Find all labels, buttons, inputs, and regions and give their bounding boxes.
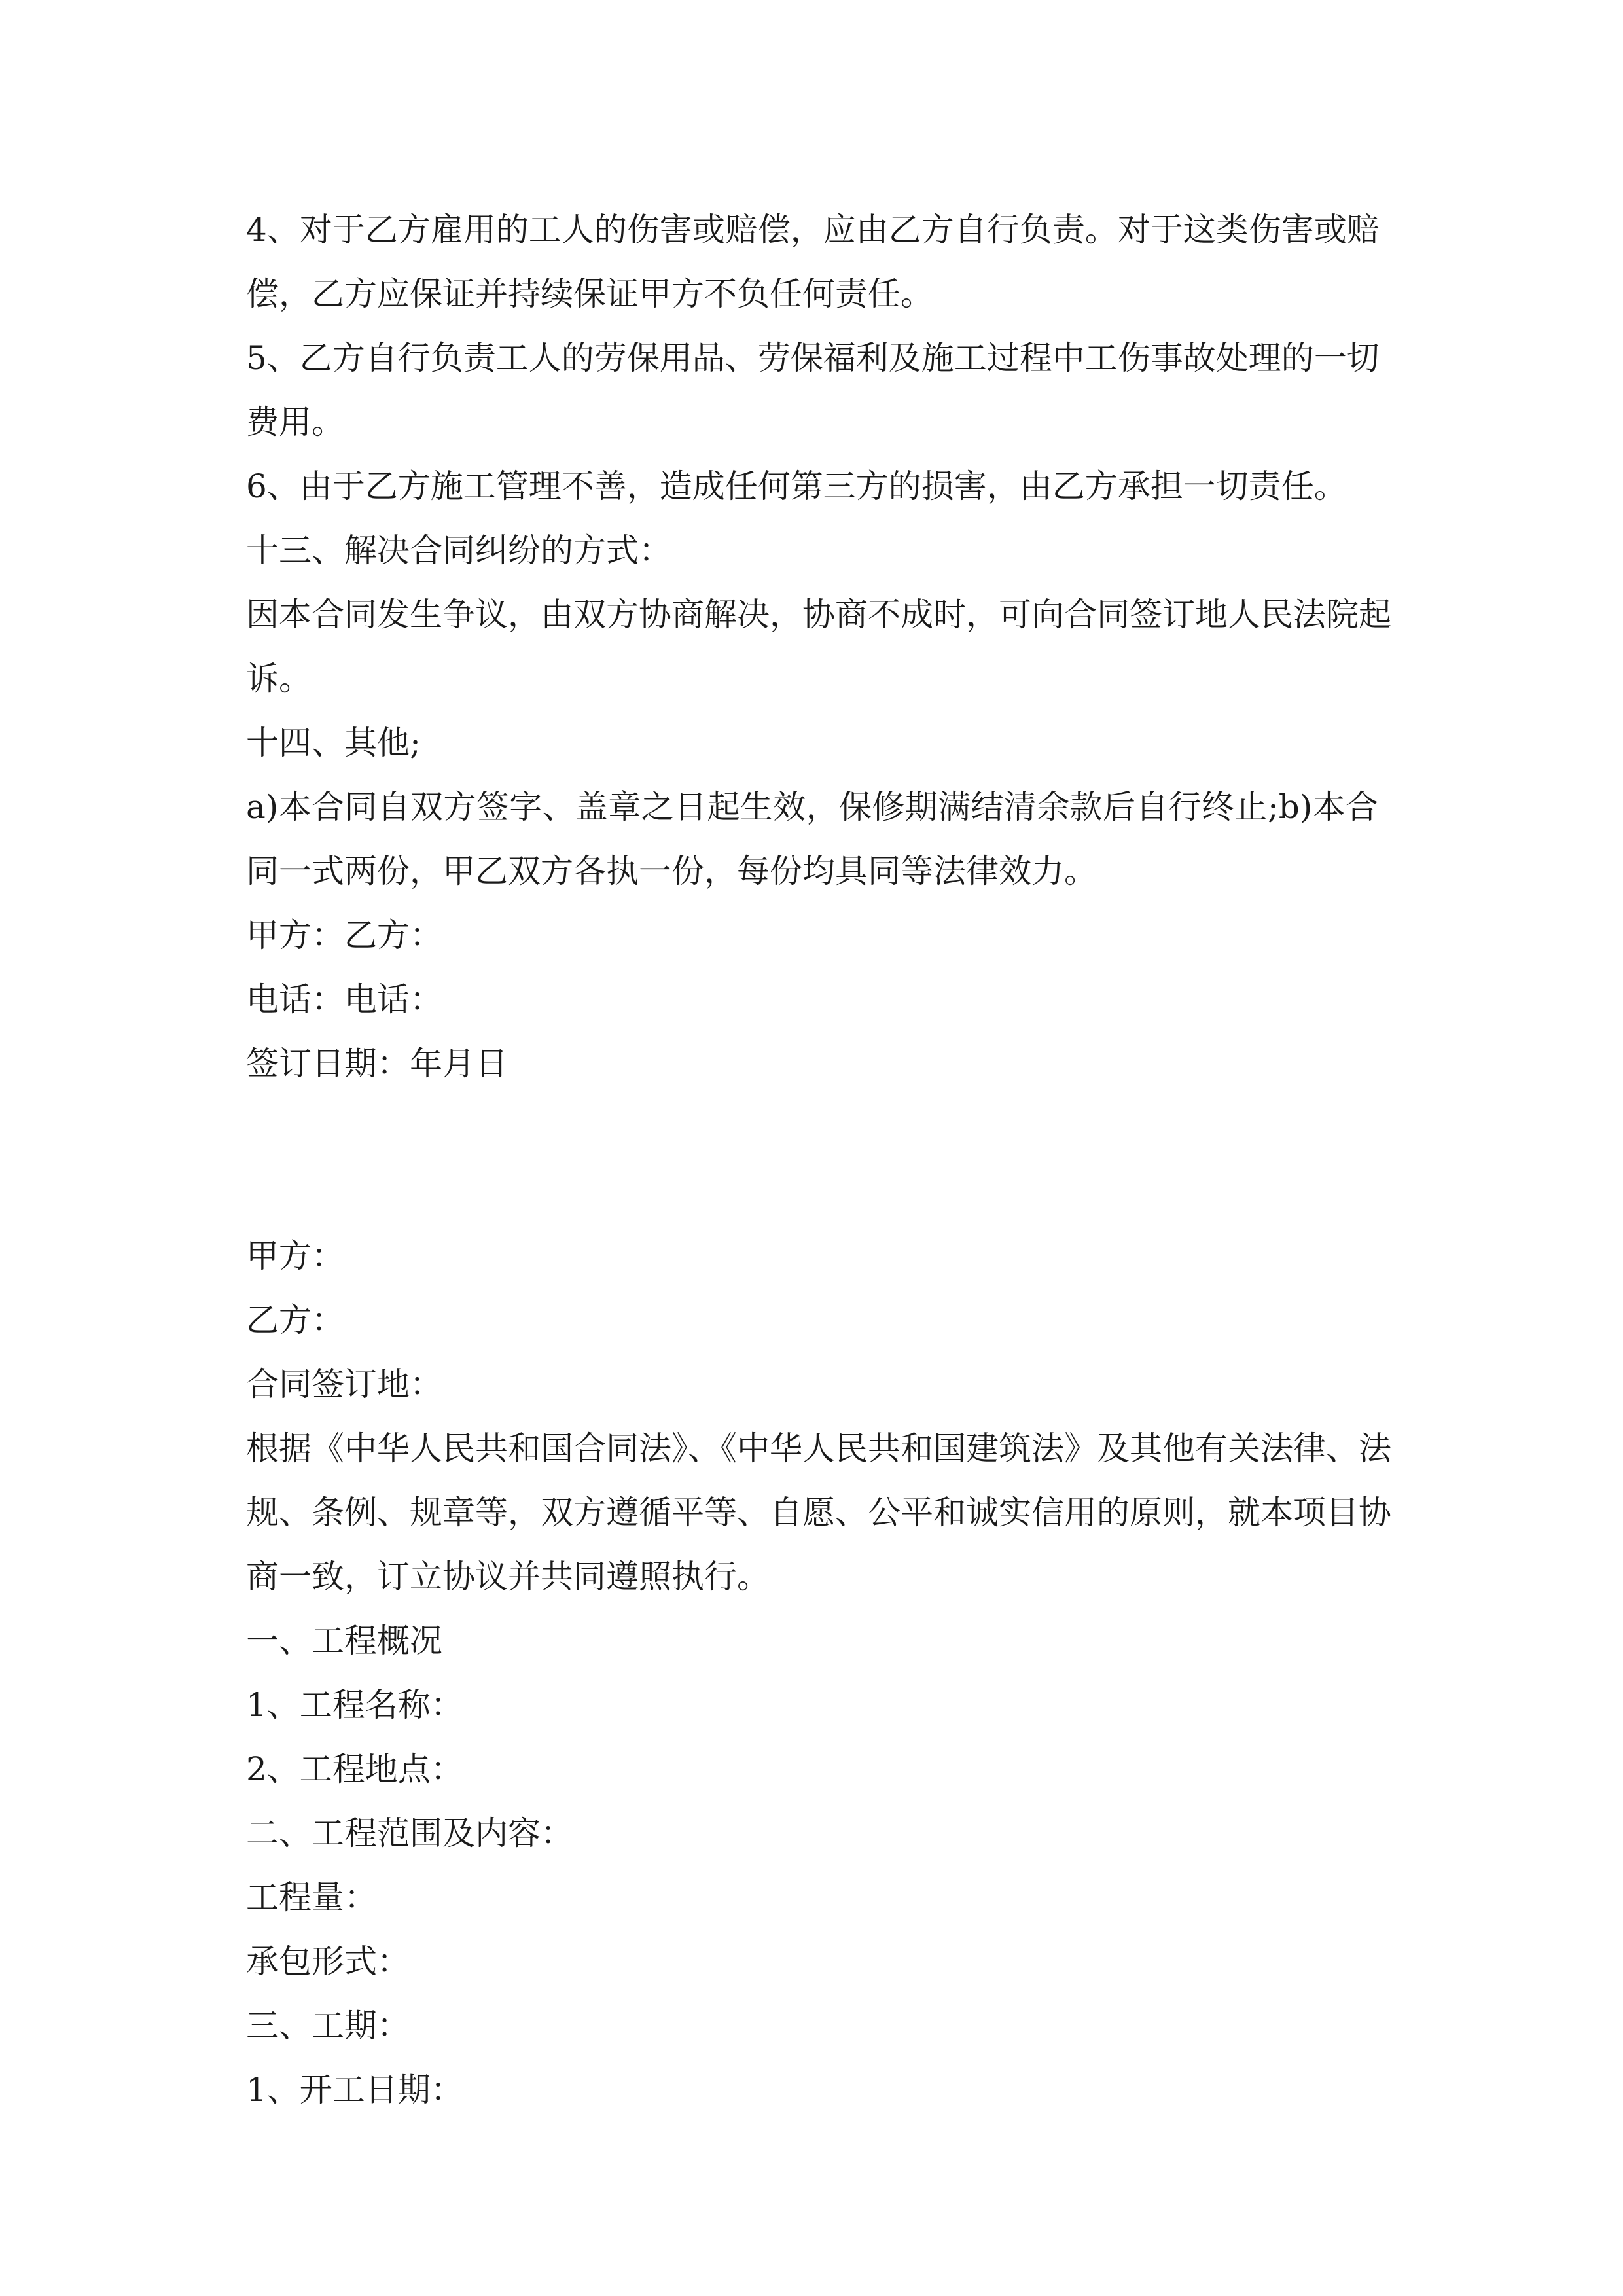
section-heading: 十四、其他;: [246, 724, 421, 762]
contract-location-label: 合同签订地：: [246, 1365, 442, 1403]
list-item: 工程量：: [246, 1878, 377, 1916]
section-spacer: [246, 1096, 1378, 1224]
paragraph-line: 商一致，订立协议并共同遵照执行。: [246, 1558, 770, 1596]
paragraph-line: 费用。: [246, 403, 344, 441]
list-item: 2、工程地点：: [246, 1750, 463, 1788]
paragraph-line: 偿，乙方应保证并持续保证甲方不负任何责任。: [246, 275, 933, 313]
signature-date: 签订日期：年月日: [246, 1045, 508, 1083]
section-heading: 十三、解决合同纠纷的方式：: [246, 531, 671, 569]
list-item: 承包形式：: [246, 1943, 410, 1981]
list-item: 1、开工日期：: [246, 2071, 463, 2109]
paragraph-line: 诉。: [246, 660, 312, 698]
paragraph-line: 规、条例、规章等，双方遵循平等、自愿、公平和诚实信用的原则，就本项目协: [246, 1494, 1391, 1532]
document-body: [246, 198, 1391, 2122]
signature-phones: 电话：电话：: [246, 980, 442, 1018]
paragraph-line: 根据《中华人民共和国合同法》、《中华人民共和国建筑法》及其他有关法律、法: [246, 1429, 1391, 1467]
list-item: 1、工程名称：: [246, 1686, 463, 1724]
paragraph-line: 4、对于乙方雇用的工人的伤害或赔偿，应由乙方自行负责。对于这类伤害或赔: [246, 211, 1380, 249]
paragraph-line: 因本合同发生争议，由双方协商解决，协商不成时，可向合同签订地人民法院起: [246, 596, 1391, 634]
paragraph-line: a)本合同自双方签字、盖章之日起生效，保修期满结清余款后自行终止;b)本合: [246, 788, 1378, 826]
section-heading: 二、工程范围及内容：: [246, 1814, 573, 1852]
paragraph-line: 5、乙方自行负责工人的劳保用品、劳保福利及施工过程中工伤事故处理的一切: [246, 339, 1380, 377]
paragraph-line: 6、由于乙方施工管理不善，造成任何第三方的损害，由乙方承担一切责任。: [246, 467, 1347, 505]
party-a-label: 甲方：: [246, 1237, 344, 1275]
paragraph-line: 同一式两份，甲乙双方各执一份，每份均具同等法律效力。: [246, 852, 1097, 890]
signature-parties: 甲方：乙方：: [246, 916, 442, 954]
section-heading: 三、工期：: [246, 2007, 410, 2045]
party-b-label: 乙方：: [246, 1301, 344, 1339]
section-heading: 一、工程概况: [246, 1622, 442, 1660]
